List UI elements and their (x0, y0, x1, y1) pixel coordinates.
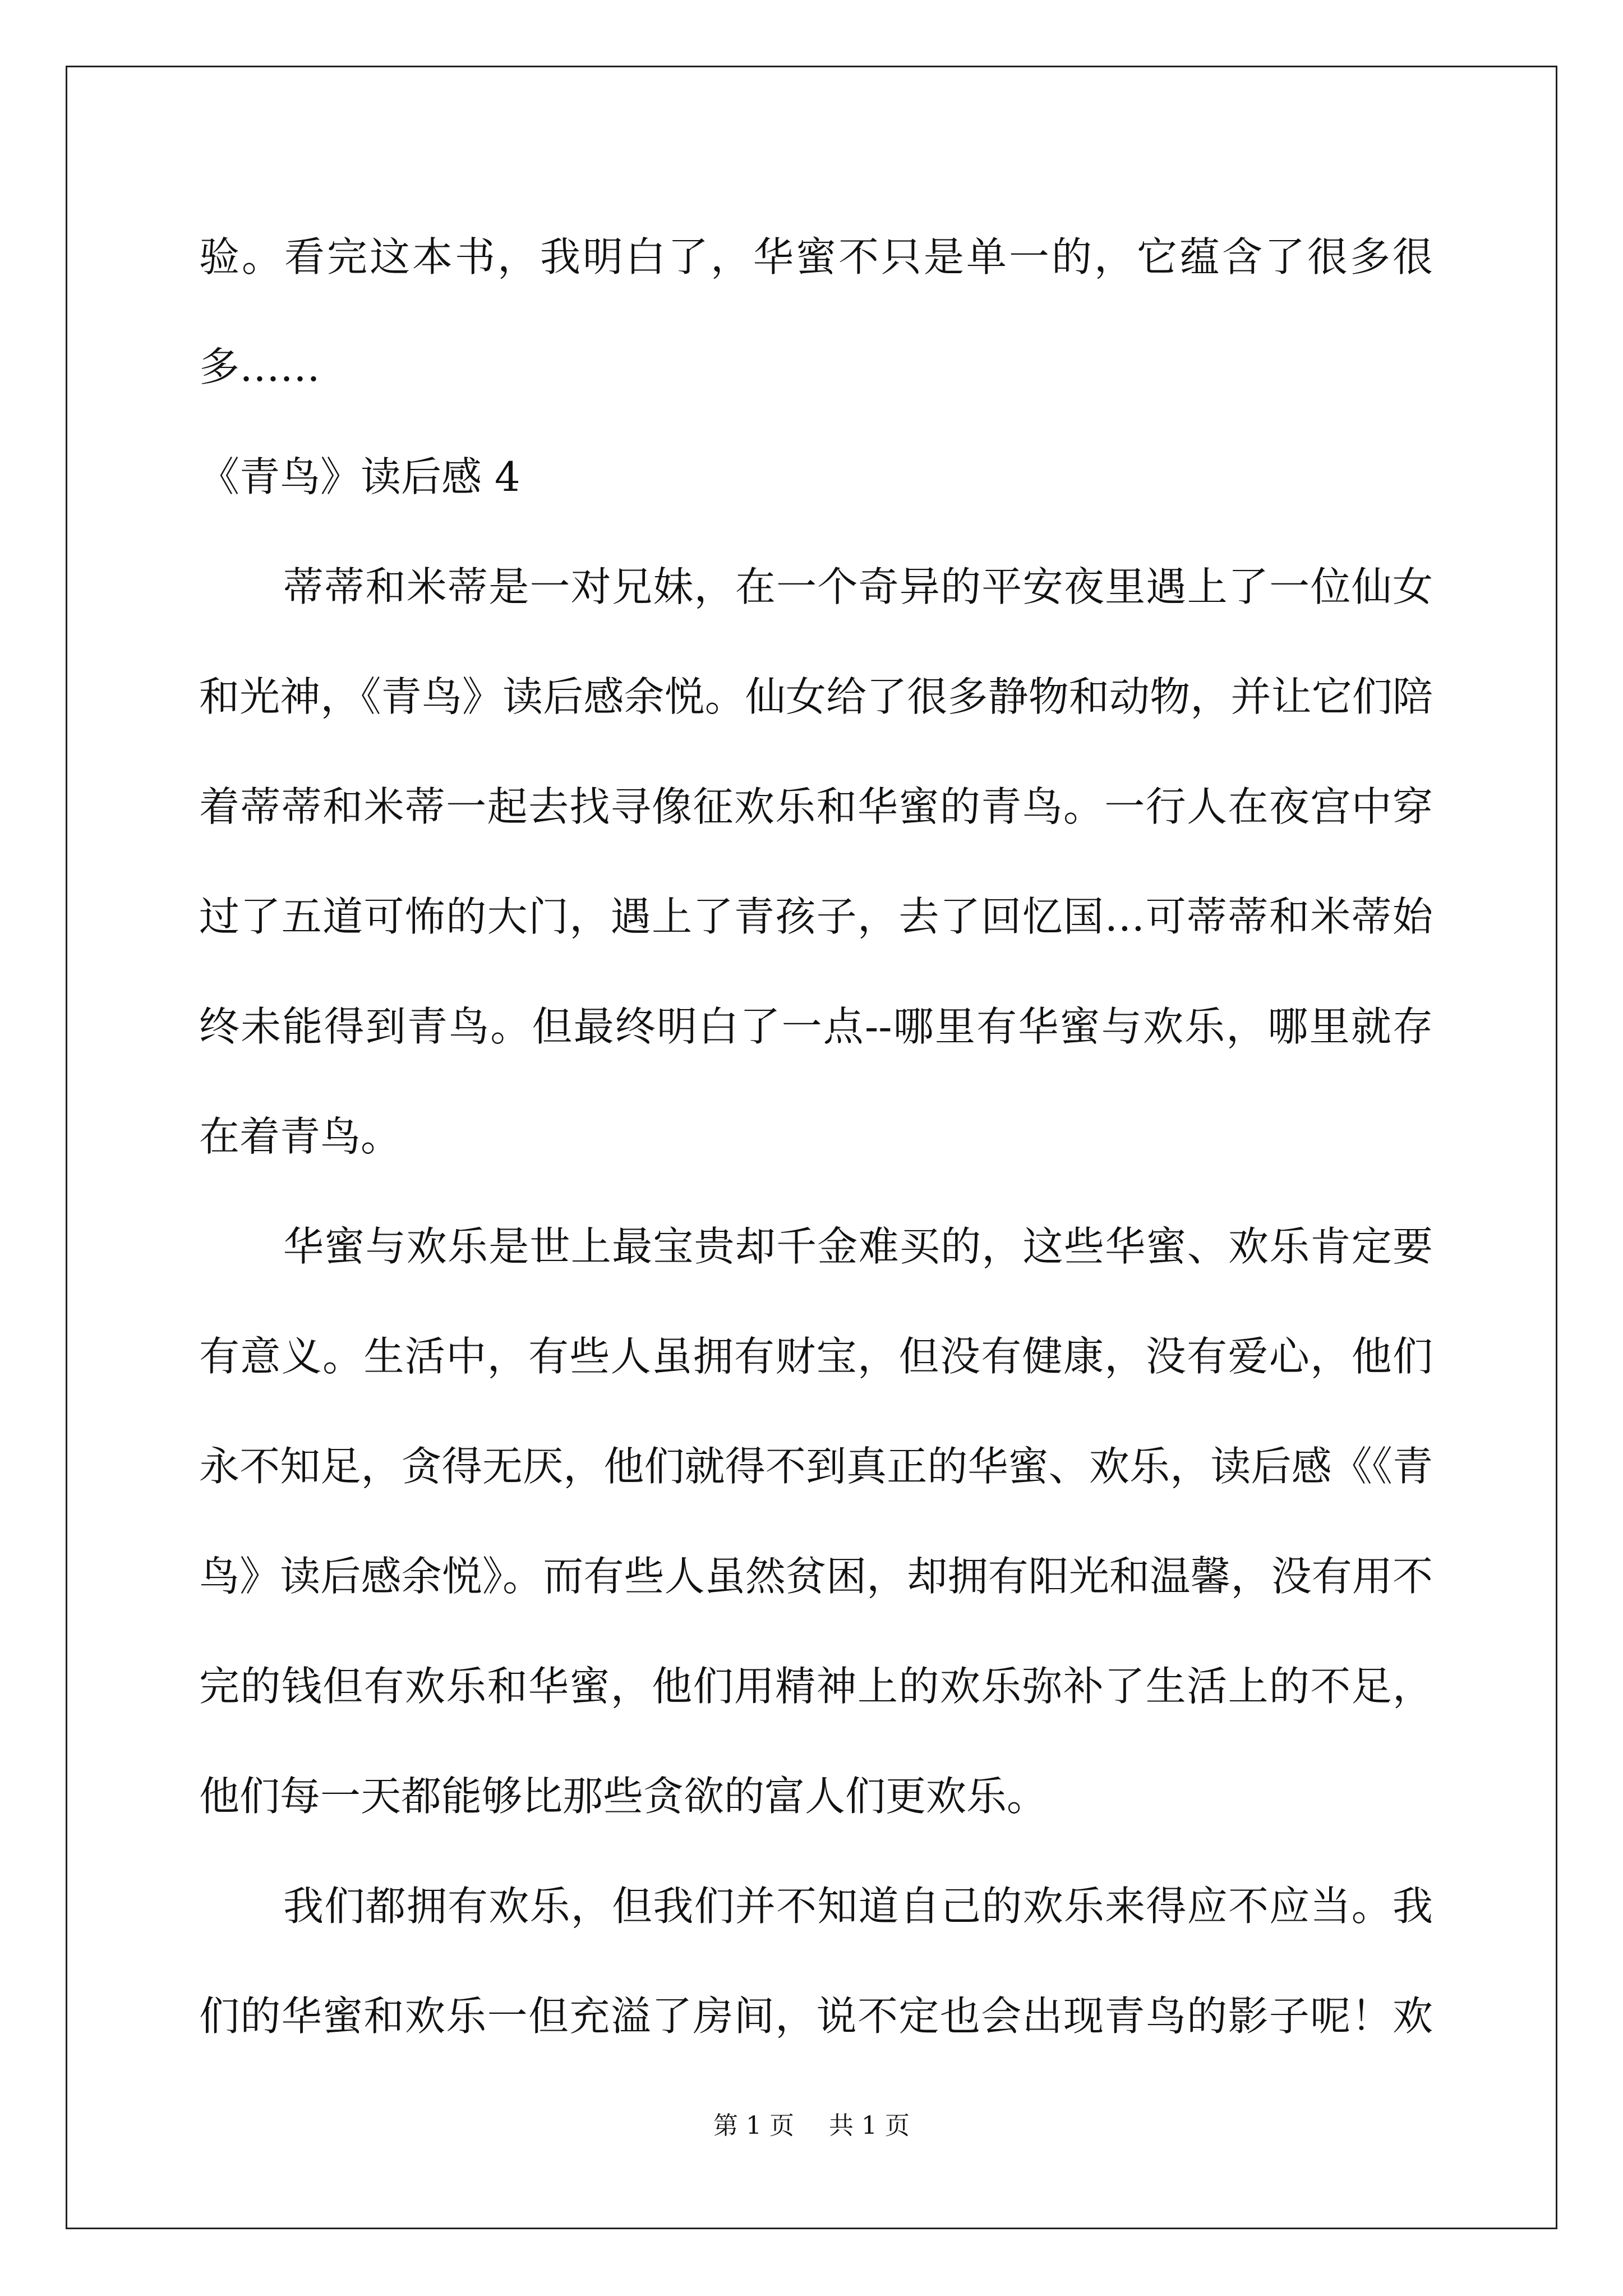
paragraph-first-line: 蒂蒂和米蒂是一对兄妹，在一个奇异的平安夜里遇上了一位仙女 (283, 563, 1433, 610)
text-line: 着蒂蒂和米蒂一起去找寻像征欢乐和华蜜的青鸟。一行人在夜宫中穿 (199, 783, 1433, 830)
paragraph-first-line: 我们都拥有欢乐，但我们并不知道自己的欢乐来得应不应当。我 (283, 1883, 1433, 1930)
text-line: 多…… (199, 343, 321, 390)
text-line: 终未能得到青鸟。但最终明白了一点--哪里有华蜜与欢乐，哪里就存 (199, 1003, 1433, 1050)
text-line: 永不知足，贪得无厌，他们就得不到真正的华蜜、欢乐，读后感《《青 (199, 1443, 1433, 1490)
page-total: 共 1 页 (829, 2111, 910, 2140)
text-line: 验。看完这本书，我明白了，华蜜不只是单一的，它蕴含了很多很 (199, 233, 1433, 280)
section-heading: 《青鸟》读后感 4 (199, 453, 520, 500)
text-line: 有意义。生活中，有些人虽拥有财宝，但没有健康，没有爱心，他们 (199, 1333, 1433, 1380)
text-line: 在着青鸟。 (199, 1113, 402, 1160)
text-line: 们的华蜜和欢乐一但充溢了房间，说不定也会出现青鸟的影子呢！欢 (199, 1993, 1433, 2040)
text-line: 和光神，《青鸟》读后感余悦。仙女给了很多静物和动物，并让它们陪 (199, 673, 1433, 720)
page-footer (0, 2109, 1623, 2143)
text-line: 鸟》读后感余悦》。而有些人虽然贫困，却拥有阳光和温馨，没有用不 (199, 1553, 1433, 1600)
document-body (199, 202, 1433, 2071)
text-line: 过了五道可怖的大门，遇上了青孩子，去了回忆国…可蒂蒂和米蒂始 (199, 893, 1433, 940)
text-line: 完的钱但有欢乐和华蜜，他们用精神上的欢乐弥补了生活上的不足， (199, 1663, 1433, 1710)
page-number: 第 1 页 (713, 2111, 794, 2140)
paragraph-first-line: 华蜜与欢乐是世上最宝贵却千金难买的，这些华蜜、欢乐肯定要 (283, 1223, 1433, 1270)
text-line: 他们每一天都能够比那些贪欲的富人们更欢乐。 (199, 1773, 1048, 1820)
